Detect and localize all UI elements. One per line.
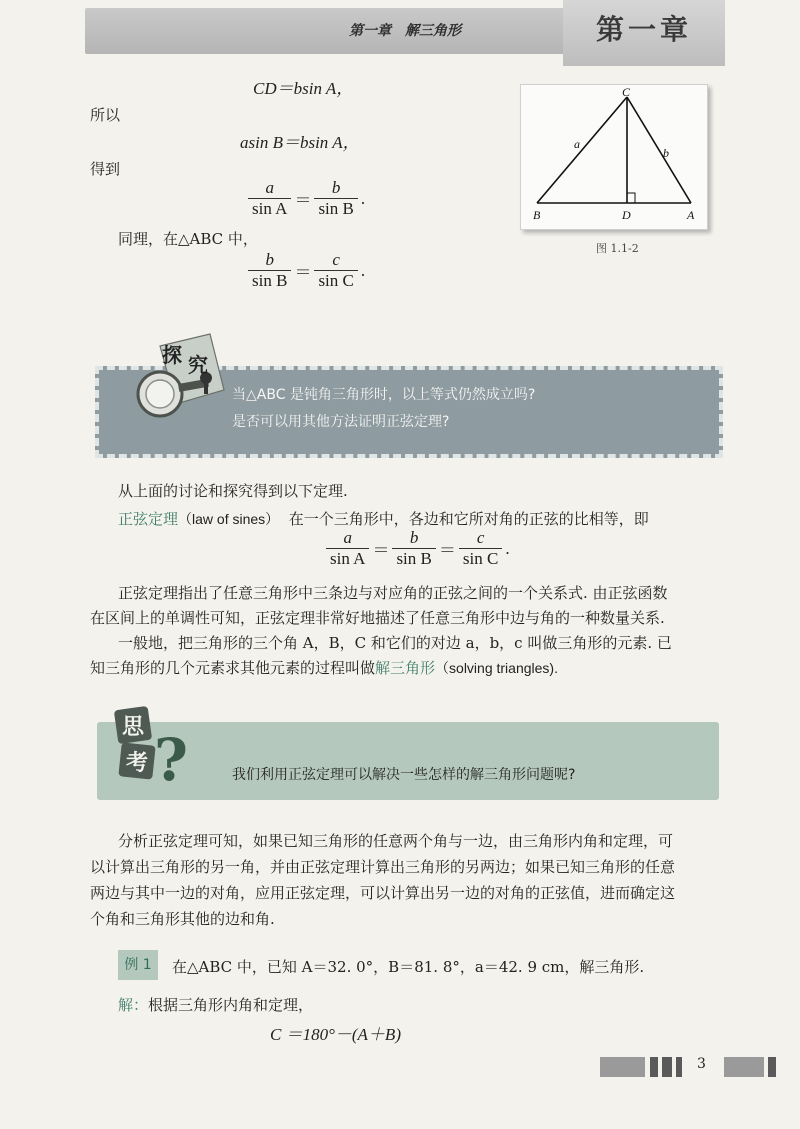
frac3-n3: c bbox=[476, 528, 485, 547]
example-text: 在△ABC 中，已知 A＝32. 0°，B＝81. 8°，a＝42. 9 cm，解三角形. bbox=[172, 958, 645, 976]
frac1-end: . bbox=[360, 188, 366, 208]
triangle-diagram bbox=[521, 85, 707, 229]
frac1-num-b: b bbox=[331, 178, 341, 197]
side-a bbox=[537, 97, 627, 203]
think-char-2: 考 bbox=[126, 751, 149, 776]
magnifier-key-icon bbox=[132, 332, 232, 432]
think-char-1: 思 bbox=[122, 715, 145, 740]
solution-text: 根据三角形内角和定理， bbox=[148, 996, 314, 1014]
label-b: b bbox=[663, 146, 669, 160]
text-suoyi: 所以 bbox=[90, 106, 121, 124]
frac2-end: . bbox=[360, 260, 366, 280]
theorem-statement: 在一个三角形中，各边和它所对角的正弦的比相等，即 bbox=[288, 510, 649, 528]
theorem-name: 正弦定理 bbox=[118, 510, 179, 528]
equation-asinb: asin B＝bsin A， bbox=[240, 133, 360, 152]
para2-line2 bbox=[90, 657, 558, 678]
frac3-d1: sin A bbox=[326, 548, 369, 569]
explore-char-2: 究 bbox=[188, 353, 208, 377]
frac3-n1: a bbox=[343, 528, 352, 547]
frac2-den-b: sin C bbox=[314, 270, 357, 291]
frac1-den-a: sin A bbox=[248, 198, 291, 219]
header-title: 第一章 解三角形 bbox=[349, 23, 461, 39]
text-tongli: 同理，在△ABC 中， bbox=[118, 230, 258, 248]
para1-line2: 在区间上的单调性可知，正弦定理非常好地描述了任意三角形中边与角的一种数量关系. bbox=[90, 609, 665, 627]
para2-line2-post: （solving triangles). bbox=[435, 660, 558, 676]
frac1-den-b: sin B bbox=[314, 198, 357, 219]
term-solving-triangles: 解三角形 bbox=[375, 659, 436, 677]
explore-question-2: 是否可以用其他方法证明正弦定理? bbox=[232, 414, 450, 430]
chapter-tab bbox=[563, 0, 725, 66]
chapter-label: 第一章 bbox=[595, 13, 692, 46]
footer-bars bbox=[600, 1055, 790, 1079]
footer-decoration bbox=[600, 1055, 790, 1083]
equation-cd: CD＝bsin A， bbox=[253, 79, 354, 98]
label-c: C bbox=[622, 85, 631, 99]
solution-line bbox=[118, 994, 313, 1015]
law-of-sines-formula: $\frac{a}{\text{sin A}}$ ＝ $\frac{b}{\text{sin B}}$ ＝ $\frac{c}{\text{sin C}}$ . bbox=[326, 528, 513, 569]
para3-line2: 以计算出三角形的另一角，并由正弦定理计算出三角形的另两边；如果已知三角形的任意 bbox=[90, 858, 676, 876]
example-tag: 例 1 bbox=[118, 950, 158, 980]
side-b bbox=[627, 97, 691, 203]
frac2-num-a: b bbox=[265, 250, 274, 269]
label-d: D bbox=[622, 208, 631, 222]
explore-char-1: 探 bbox=[162, 343, 182, 367]
para3-line3: 两边与其中一边的对角，应用正弦定理，可以计算出另一边的对角的正弦值，进而确定这 bbox=[90, 884, 676, 902]
frac1-num-a: a bbox=[265, 178, 274, 197]
frac3-d2: sin B bbox=[392, 548, 435, 569]
explore-icon bbox=[132, 332, 232, 432]
explore-question-1: 当△ABC 是钝角三角形时，以上等式仍然成立吗? bbox=[232, 387, 536, 403]
para3-line4: 个角和三角形其他的边和角. bbox=[90, 910, 275, 928]
theorem-line bbox=[118, 508, 649, 529]
fraction-equation-1: $\frac{a}{\text{sin A}}$ ＝ $\frac{b}{\text{sin B}}$ . bbox=[248, 178, 368, 219]
para2-line1: 一般地，把三角形的三个角 A，B，C 和它们的对边 a，b，c 叫做三角形的元素. 已 bbox=[118, 634, 672, 652]
right-angle-mark bbox=[627, 193, 635, 203]
page-number: 3 bbox=[697, 1056, 706, 1072]
frac2-den-a: sin B bbox=[248, 270, 291, 291]
frac2-num-b: c bbox=[332, 250, 340, 269]
fraction-equation-2: $\frac{b}{\text{sin B}}$ ＝ $\frac{c}{\text{sin C}}$ . bbox=[248, 250, 368, 291]
para3-line1: 分析正弦定理可知，如果已知三角形的任意两个角与一边，由三角形内角和定理，可 bbox=[118, 832, 674, 850]
angle-sum-equation: C ＝180°－(A＋B) bbox=[270, 1025, 401, 1044]
figure-caption: 图 1.1-2 bbox=[596, 242, 639, 255]
theorem-english: （law of sines） bbox=[178, 511, 280, 527]
svg-text:?: ? bbox=[154, 726, 188, 794]
frac3-n2: b bbox=[409, 528, 419, 547]
text-dedao: 得到 bbox=[90, 160, 121, 178]
question-mark-icon bbox=[110, 702, 202, 794]
solution-label: 解： bbox=[118, 996, 149, 1014]
para2-line2-pre: 知三角形的几个元素求其他元素的过程叫做 bbox=[90, 659, 376, 677]
frac3-end: . bbox=[505, 538, 510, 558]
think-question: 我们利用正弦定理可以解决一些怎样的解三角形问题呢? bbox=[232, 767, 576, 783]
theorem-intro: 从上面的讨论和探究得到以下定理. bbox=[118, 482, 348, 500]
triangle-figure bbox=[520, 84, 708, 230]
frac3-d3: sin C bbox=[459, 548, 502, 569]
label-vertex-b: B bbox=[533, 208, 541, 222]
label-a: a bbox=[574, 137, 580, 151]
label-vertex-a: A bbox=[687, 208, 695, 222]
para1-line1: 正弦定理指出了任意三角形中三条边与对应角的正弦之间的一个关系式. 由正弦函数 bbox=[118, 584, 668, 602]
think-icon bbox=[110, 702, 202, 794]
